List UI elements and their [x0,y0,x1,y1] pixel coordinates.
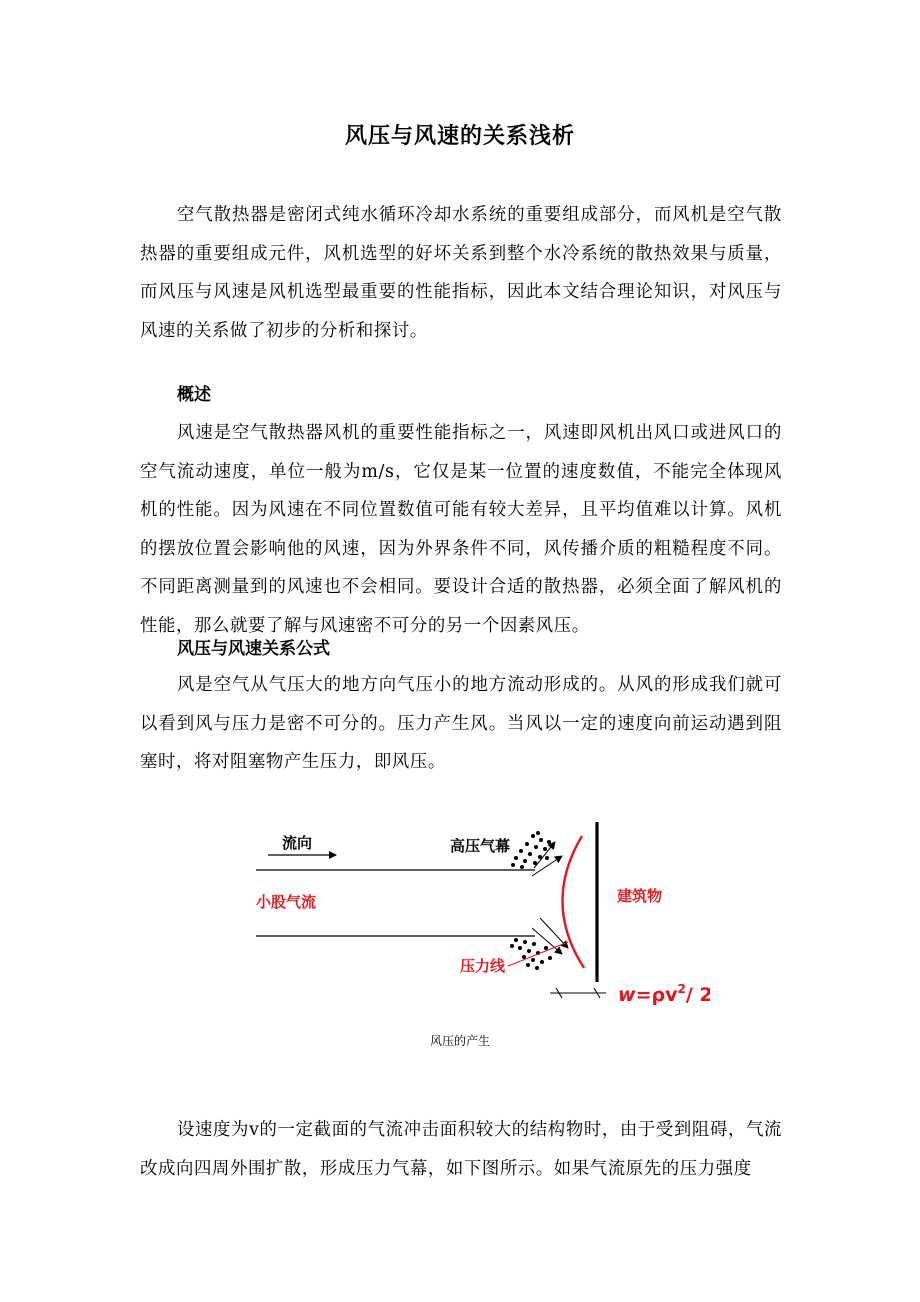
formula-w: w [618,984,636,1006]
upper-particle-cluster [511,831,551,869]
formula-tail: / 2 [685,984,710,1006]
overview-paragraph: 风速是空气散热器风机的重要性能指标之一，风速即风机出风口或进风口的空气流动速度，单位一般为m/s，它仅是某一位置的速度数值，不能完全体现风机的性能。因为风速在不同位置数值可能有较大差异，且平均值难以计算。风机的摆放位置会影响他的风速，因为外界条件不同，风传播介质的粗糙程度不同。不同距离测量到的风速也不会相同。要设计合适的散热器，必须全面了解风机的性能，那么就要了解与风速密不可分的另一个因素风压。 [140,423,782,636]
flow-direction-label: 流向 [282,834,313,852]
formula-eq: =ρv [635,984,678,1006]
formula-sup: 2 [677,982,686,996]
pressure-formula [618,982,710,1006]
pressure-line-pointer [508,942,568,966]
impact-paragraph: 设速度为v的一定截面的气流冲击面积较大的结构物时，由于受到阻碍，气流改成向四周外围扩散，形成压力气幕，如下图所示。如果气流原先的压力强度 [140,1120,782,1179]
wind-pressure-diagram [250,818,710,1012]
pressure-line-label: 压力线 [460,957,506,975]
wind-pressure-figure [250,818,710,1012]
figure-caption: 风压的产生 [429,1034,490,1048]
lower-particle-cluster [510,938,552,970]
formula-paragraph: 风是空气从气压大的地方向气压小的地方流动形成的。从风的形成我们就可以看到风与压力是密不可分的。压力产生风。当风以一定的速度向前运动遇到阻塞时，将对阻塞物产生压力，即风压。 [140,675,782,772]
pressure-curve [562,836,584,968]
small-airflow-label: 小股气流 [256,893,317,911]
document-title: 风压与风速的关系浅析 [344,124,575,149]
intro-paragraph: 空气散热器是密闭式纯水循环冷却水系统的重要组成部分，而风机是空气散热器的重要组成元件，风机选型的好坏关系到整个水冷系统的散热效果与质量，而风压与风速是风机选型最重要的性能指标，因此本文结合理论知识，对风压与风速的关系做了初步的分析和探讨。 [140,205,782,341]
section-heading-overview: 概述 [177,385,211,405]
section-heading-formula: 风压与风速关系公式 [177,639,330,659]
high-pressure-curtain-label: 高压气幕 [450,837,511,855]
building-label: 建筑物 [617,887,663,905]
